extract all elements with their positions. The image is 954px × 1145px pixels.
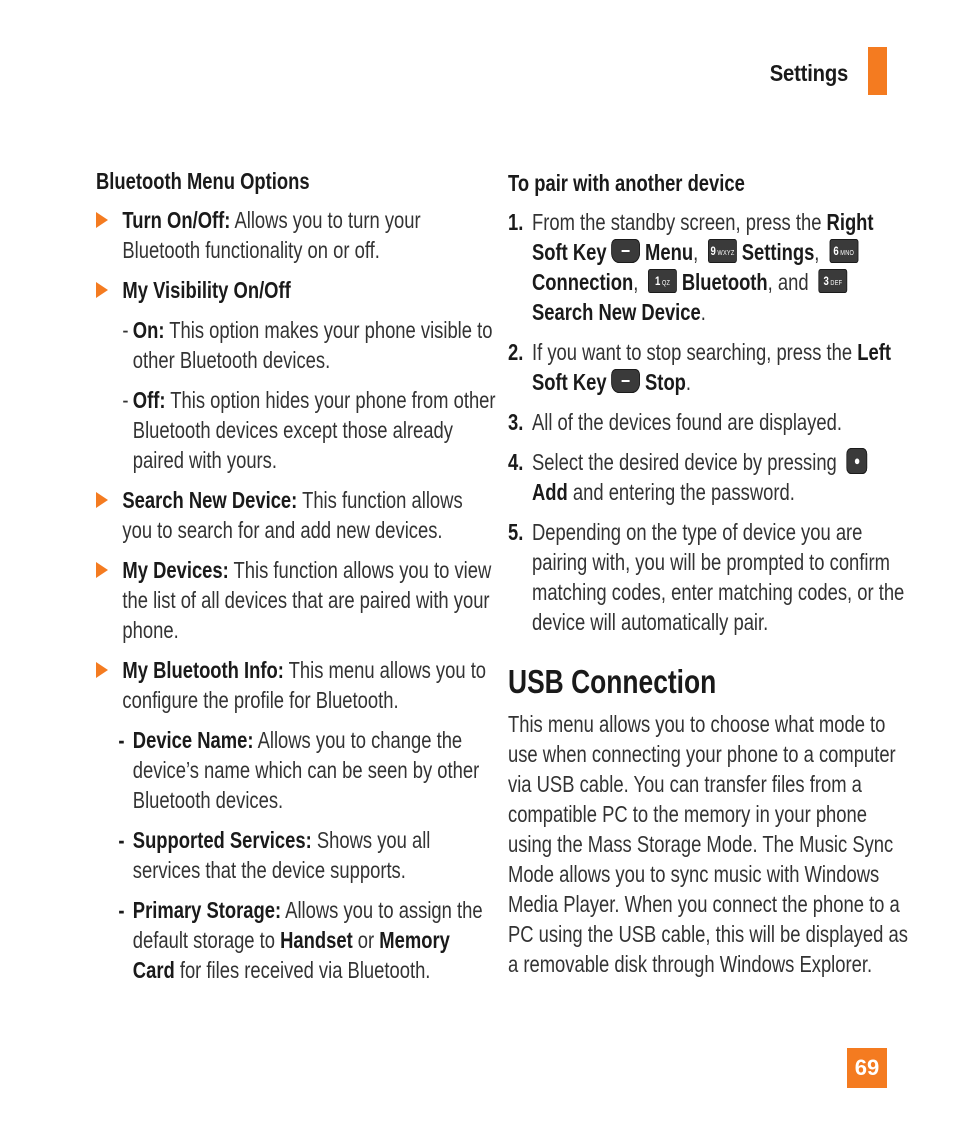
right-soft-key-label: Right Soft Key (532, 209, 874, 265)
item-text: This option makes your phone visible to other Bluetooth devices. (132, 317, 493, 373)
device-name-item (96, 725, 496, 815)
usb-connection-body: This menu allows you to choose what mode to use when connecting your phone to a computer via USB cable. You can transfer files from a compatible PC to the memory in your phone using the Mass Storage Mode. The Music Sync Mode allows you to sync music with Windows Media Player. When you connect the phone to a PC using the USB cable, this will be displayed as a removable disk through Windows Explorer. (508, 711, 908, 977)
my-bluetooth-info-item (96, 655, 496, 715)
step-1 (508, 207, 908, 327)
ok-key-icon: ● (847, 448, 868, 474)
key-letters: DEF (830, 279, 843, 287)
visibility-off-item (96, 385, 496, 475)
settings-label: Settings (741, 239, 815, 265)
separator: . (700, 299, 706, 325)
turn-on-off-item (96, 205, 496, 265)
dash-marker: - (118, 827, 125, 853)
separator: . (685, 369, 692, 395)
bullet-triangle-icon (96, 282, 108, 298)
page-number-badge: 69 (847, 1048, 887, 1088)
step-text: If you want to stop searching, press the (532, 339, 858, 365)
header-accent-bar (868, 47, 887, 95)
usb-connection-title: USB Connection (508, 663, 717, 700)
key-digit: 9 (710, 243, 716, 258)
key-6-icon (829, 239, 858, 263)
primary-storage-item (96, 895, 496, 985)
bullet-triangle-icon (96, 662, 108, 678)
dash-marker: - (122, 387, 129, 413)
right-soft-key-icon (611, 239, 640, 263)
left-column (96, 168, 496, 995)
item-text: Allows you to change the device’s name which can be seen by other Bluetooth devices. (132, 727, 480, 813)
bullet-triangle-icon (96, 492, 108, 508)
item-text: This function allows you to view the list of all devices that are paired with your phone. (122, 557, 492, 643)
pair-device-heading: To pair with another device (508, 170, 745, 196)
connection-label: Connection (532, 269, 634, 295)
item-text: This function allows you to search for and add new devices. (122, 487, 463, 543)
item-label: Off: (132, 387, 166, 413)
bluetooth-menu-heading: Bluetooth Menu Options (96, 168, 310, 194)
step-4 (508, 447, 908, 507)
bullet-triangle-icon (96, 562, 108, 578)
key-9-icon (708, 239, 737, 263)
key-digit: 3 (823, 273, 829, 288)
item-text: or (352, 927, 380, 953)
left-soft-key-label: Left Soft Key (532, 339, 891, 395)
step-text: Depending on the type of device you are pairing with, you will be prompted to confirm matching codes, enter matching codes, or the device will automatically pair. (532, 519, 905, 635)
my-visibility-item (96, 275, 496, 305)
my-devices-item (96, 555, 496, 645)
step-text: and entering the password. (567, 479, 795, 505)
left-soft-key-icon (611, 369, 640, 393)
memory-card-label: Memory Card (132, 927, 450, 983)
key-letters: QZ (661, 279, 671, 287)
menu-label: Menu (645, 239, 694, 265)
step-text: All of the devices found are displayed. (532, 409, 842, 435)
bullet-triangle-icon (96, 212, 108, 228)
item-label: My Bluetooth Info: (122, 657, 284, 683)
separator: , (814, 239, 825, 265)
item-text: Allows you to assign the default storage to (132, 897, 483, 953)
item-label: My Devices: (122, 557, 229, 583)
item-text: This option hides your phone from other Bluetooth devices except those already paired with yours. (132, 387, 496, 473)
item-label: Primary Storage: (132, 897, 282, 923)
stop-label: Stop (645, 369, 686, 395)
step-number: 2. (508, 339, 524, 365)
item-label: My Visibility On/Off (122, 277, 291, 303)
item-label: Supported Services: (132, 827, 312, 853)
search-new-device-item (96, 485, 496, 545)
supported-services-item (96, 825, 496, 885)
item-label: Device Name: (132, 727, 254, 753)
step-5 (508, 517, 908, 637)
handset-label: Handset (280, 927, 353, 953)
item-label: Search New Device: (122, 487, 298, 513)
item-text: Allows you to turn your Bluetooth functionality on or off. (122, 207, 421, 263)
item-text: Shows you all services that the device supports. (132, 827, 431, 883)
search-new-device-label: Search New Device (532, 299, 701, 325)
bluetooth-label: Bluetooth (681, 269, 768, 295)
separator: , and (767, 269, 814, 295)
step-text: Select the desired device by pressing (532, 449, 842, 475)
step-3 (508, 407, 908, 437)
step-number: 4. (508, 449, 524, 475)
step-2 (508, 337, 908, 397)
item-label: On: (132, 317, 165, 343)
dash-marker: - (122, 317, 129, 343)
key-3-icon (819, 269, 848, 293)
step-number: 1. (508, 209, 524, 235)
right-column (508, 170, 908, 979)
add-label: Add (532, 479, 568, 505)
separator: , (633, 269, 644, 295)
item-text: for files received via Bluetooth. (174, 957, 431, 983)
step-text: From the standby screen, press the (532, 209, 827, 235)
key-1-icon (648, 269, 677, 293)
dash-marker: - (118, 727, 125, 753)
key-digit: 1 (655, 273, 661, 288)
dash-marker: - (118, 897, 125, 923)
key-digit: 6 (833, 243, 839, 258)
separator: , (693, 239, 704, 265)
key-letters: WXYZ (717, 249, 735, 257)
key-letters: MNO (840, 249, 855, 257)
item-label: Turn On/Off: (122, 207, 231, 233)
item-text: This menu allows you to configure the profile for Bluetooth. (122, 657, 487, 713)
visibility-on-item (96, 315, 496, 375)
page-header-title: Settings (769, 60, 848, 86)
step-number: 5. (508, 519, 524, 545)
step-number: 3. (508, 409, 524, 435)
